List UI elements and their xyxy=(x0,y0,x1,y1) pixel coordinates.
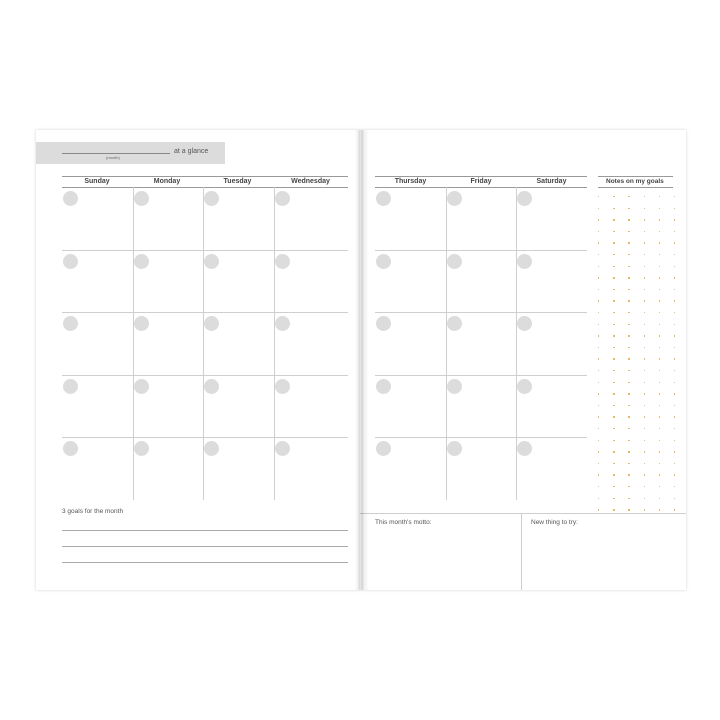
grid-dot xyxy=(613,474,614,475)
day-cell[interactable] xyxy=(274,312,348,375)
grid-dot xyxy=(613,486,614,487)
grid-dot xyxy=(598,428,599,429)
day-header-tuesday: Tuesday xyxy=(223,178,252,185)
grid-dot xyxy=(674,300,675,301)
day-cell[interactable] xyxy=(133,187,203,250)
grid-dot xyxy=(598,335,599,336)
grid-dot xyxy=(613,219,614,220)
day-cell[interactable] xyxy=(62,187,133,250)
grid-dot xyxy=(628,231,629,232)
notes-title: Notes on my goals xyxy=(606,178,664,185)
date-circle xyxy=(517,254,532,269)
grid-dot xyxy=(659,451,660,452)
grid-dot xyxy=(674,266,675,267)
grid-dot xyxy=(613,463,614,464)
bottom-boxes-top-rule xyxy=(360,513,686,514)
month-header-bar xyxy=(36,142,225,164)
grid-dot xyxy=(644,196,645,197)
day-cell[interactable] xyxy=(133,375,203,438)
grid-dot xyxy=(628,266,629,267)
date-circle xyxy=(447,379,462,394)
grid-dot xyxy=(674,474,675,475)
date-circle xyxy=(275,441,290,456)
right-page xyxy=(360,130,686,590)
grid-dot xyxy=(598,370,599,371)
grid-dot xyxy=(659,463,660,464)
date-circle xyxy=(447,441,462,456)
date-circle xyxy=(134,316,149,331)
header-top-rule xyxy=(62,176,348,177)
date-circle xyxy=(275,254,290,269)
grid-dot xyxy=(613,196,614,197)
grid-dot xyxy=(659,486,660,487)
date-circle xyxy=(63,191,78,206)
grid-dot xyxy=(644,254,645,255)
date-circle xyxy=(134,191,149,206)
grid-dot xyxy=(628,219,629,220)
grid-dot xyxy=(659,277,660,278)
grid-dot xyxy=(644,474,645,475)
grid-dot xyxy=(674,231,675,232)
grid-dot xyxy=(659,498,660,499)
grid-dot xyxy=(674,335,675,336)
grid-dot xyxy=(628,498,629,499)
grid-dot xyxy=(644,416,645,417)
grid-dot xyxy=(628,370,629,371)
grid-dot xyxy=(644,428,645,429)
day-cell[interactable] xyxy=(375,187,446,250)
grid-dot xyxy=(659,300,660,301)
date-circle xyxy=(204,254,219,269)
grid-dot xyxy=(598,196,599,197)
date-circle xyxy=(376,379,391,394)
day-cell[interactable] xyxy=(516,250,587,313)
grid-dot xyxy=(644,370,645,371)
grid-dot xyxy=(628,451,629,452)
month-label: (month) xyxy=(106,155,120,160)
day-cell[interactable] xyxy=(274,437,348,500)
grid-dot xyxy=(644,289,645,290)
grid-dot xyxy=(598,300,599,301)
day-cell[interactable] xyxy=(203,375,274,438)
grid-dot xyxy=(674,312,675,313)
grid-dot xyxy=(644,324,645,325)
date-circle xyxy=(63,254,78,269)
date-circle xyxy=(275,316,290,331)
grid-dot xyxy=(598,358,599,359)
date-circle xyxy=(517,316,532,331)
date-circle xyxy=(275,379,290,394)
grid-dot xyxy=(674,405,675,406)
goal-line-1[interactable] xyxy=(62,530,348,531)
day-cell[interactable] xyxy=(375,312,446,375)
grid-dot xyxy=(628,509,629,510)
grid-dot xyxy=(674,416,675,417)
goal-line-2[interactable] xyxy=(62,546,348,547)
grid-dot xyxy=(613,440,614,441)
grid-dot xyxy=(659,231,660,232)
grid-dot xyxy=(628,486,629,487)
grid-dot xyxy=(613,382,614,383)
grid-dot xyxy=(613,370,614,371)
date-circle xyxy=(447,191,462,206)
grid-dot xyxy=(598,289,599,290)
grid-dot xyxy=(598,254,599,255)
bottom-boxes-divider xyxy=(521,513,522,590)
day-header-sunday: Sunday xyxy=(84,178,110,185)
right-header-top-rule xyxy=(375,176,587,177)
at-a-glance-text: at a glance xyxy=(174,148,209,155)
grid-dot xyxy=(598,486,599,487)
grid-dot xyxy=(644,300,645,301)
day-cell[interactable] xyxy=(133,250,203,313)
motto-label: This month's motto: xyxy=(375,519,432,526)
grid-dot xyxy=(644,266,645,267)
grid-dot xyxy=(613,451,614,452)
grid-dot xyxy=(659,509,660,510)
grid-dot xyxy=(598,498,599,499)
grid-dot xyxy=(659,254,660,255)
grid-dot xyxy=(613,277,614,278)
grid-dot xyxy=(659,196,660,197)
grid-dot xyxy=(644,498,645,499)
day-cell[interactable] xyxy=(446,187,516,250)
grid-dot xyxy=(644,440,645,441)
grid-dot xyxy=(598,312,599,313)
date-circle xyxy=(134,254,149,269)
grid-dot xyxy=(613,242,614,243)
date-circle xyxy=(517,379,532,394)
grid-dot xyxy=(598,231,599,232)
grid-dot xyxy=(628,416,629,417)
grid-dot xyxy=(598,347,599,348)
day-cell[interactable] xyxy=(375,375,446,438)
day-cell[interactable] xyxy=(446,375,516,438)
grid-dot xyxy=(644,347,645,348)
day-cell[interactable] xyxy=(516,312,587,375)
grid-dot xyxy=(628,289,629,290)
grid-dot xyxy=(598,405,599,406)
grid-dot xyxy=(613,312,614,313)
grid-dot xyxy=(659,312,660,313)
day-cell[interactable] xyxy=(62,375,133,438)
grid-dot xyxy=(613,254,614,255)
grid-dot xyxy=(674,486,675,487)
grid-dot xyxy=(674,242,675,243)
day-cell[interactable] xyxy=(274,187,348,250)
grid-dot xyxy=(613,428,614,429)
date-circle xyxy=(376,254,391,269)
grid-dot xyxy=(659,358,660,359)
day-cell[interactable] xyxy=(516,375,587,438)
goals-label: 3 goals for the month xyxy=(62,508,124,515)
grid-dot xyxy=(598,382,599,383)
grid-dot xyxy=(674,370,675,371)
date-circle xyxy=(204,379,219,394)
date-circle xyxy=(376,191,391,206)
grid-dot xyxy=(613,231,614,232)
grid-dot xyxy=(628,347,629,348)
grid-dot xyxy=(674,509,675,510)
grid-dot xyxy=(598,266,599,267)
grid-dot xyxy=(674,196,675,197)
day-cell[interactable] xyxy=(133,312,203,375)
grid-dot xyxy=(674,498,675,499)
grid-dot xyxy=(674,382,675,383)
grid-dot xyxy=(674,463,675,464)
day-cell[interactable] xyxy=(62,312,133,375)
grid-dot xyxy=(644,382,645,383)
grid-dot xyxy=(644,312,645,313)
grid-dot xyxy=(659,335,660,336)
grid-dot xyxy=(659,219,660,220)
grid-dot xyxy=(644,451,645,452)
grid-dot xyxy=(598,463,599,464)
notes-top-rule xyxy=(598,176,673,177)
grid-dot xyxy=(674,254,675,255)
day-cell[interactable] xyxy=(133,437,203,500)
day-cell[interactable] xyxy=(375,250,446,313)
grid-dot xyxy=(628,196,629,197)
grid-dot xyxy=(659,382,660,383)
grid-dot xyxy=(598,242,599,243)
grid-dot xyxy=(613,358,614,359)
new-thing-label: New thing to try: xyxy=(531,519,578,526)
day-cell[interactable] xyxy=(62,250,133,313)
notes-bottom-rule xyxy=(598,187,673,188)
grid-dot xyxy=(674,219,675,220)
grid-dot xyxy=(644,486,645,487)
date-circle xyxy=(134,379,149,394)
grid-dot xyxy=(598,451,599,452)
grid-dot xyxy=(644,219,645,220)
grid-dot xyxy=(628,393,629,394)
day-header-saturday: Saturday xyxy=(536,178,567,185)
day-cell[interactable] xyxy=(203,187,274,250)
date-circle xyxy=(63,379,78,394)
day-cell[interactable] xyxy=(516,437,587,500)
grid-dot xyxy=(674,347,675,348)
grid-dot xyxy=(659,370,660,371)
grid-dot xyxy=(644,463,645,464)
grid-dot xyxy=(628,324,629,325)
grid-dot xyxy=(674,393,675,394)
grid-dot xyxy=(613,347,614,348)
month-write-line[interactable] xyxy=(62,153,170,154)
left-page xyxy=(36,130,360,590)
date-circle xyxy=(63,316,78,331)
grid-dot xyxy=(674,428,675,429)
day-cell[interactable] xyxy=(516,187,587,250)
grid-dot xyxy=(659,440,660,441)
grid-dot xyxy=(613,416,614,417)
date-circle xyxy=(517,191,532,206)
grid-dot xyxy=(613,509,614,510)
grid-dot xyxy=(674,289,675,290)
day-cell[interactable] xyxy=(446,312,516,375)
grid-dot xyxy=(598,416,599,417)
grid-dot xyxy=(644,208,645,209)
grid-dot xyxy=(613,289,614,290)
date-circle xyxy=(447,316,462,331)
grid-dot xyxy=(659,242,660,243)
grid-dot xyxy=(659,405,660,406)
grid-dot xyxy=(598,474,599,475)
grid-dot xyxy=(613,208,614,209)
grid-dot xyxy=(628,312,629,313)
grid-dot xyxy=(598,219,599,220)
grid-dot xyxy=(628,208,629,209)
grid-dot xyxy=(644,393,645,394)
grid-dot xyxy=(674,324,675,325)
grid-dot xyxy=(659,289,660,290)
date-circle xyxy=(376,441,391,456)
grid-dot xyxy=(628,463,629,464)
grid-dot xyxy=(613,266,614,267)
grid-dot xyxy=(644,405,645,406)
grid-dot xyxy=(659,428,660,429)
grid-dot xyxy=(659,324,660,325)
grid-dot xyxy=(628,382,629,383)
grid-dot xyxy=(644,335,645,336)
date-circle xyxy=(63,441,78,456)
grid-dot xyxy=(613,300,614,301)
grid-dot xyxy=(628,474,629,475)
grid-dot xyxy=(659,208,660,209)
grid-dot xyxy=(674,451,675,452)
grid-dot xyxy=(613,405,614,406)
grid-dot xyxy=(674,208,675,209)
grid-dot xyxy=(644,358,645,359)
date-circle xyxy=(134,441,149,456)
grid-dot xyxy=(598,509,599,510)
day-cell[interactable] xyxy=(446,437,516,500)
grid-dot xyxy=(598,324,599,325)
grid-dot xyxy=(598,440,599,441)
date-circle xyxy=(376,316,391,331)
grid-dot xyxy=(628,440,629,441)
grid-dot xyxy=(644,509,645,510)
day-cell[interactable] xyxy=(446,250,516,313)
grid-dot xyxy=(659,266,660,267)
day-cell[interactable] xyxy=(203,250,274,313)
grid-dot xyxy=(613,324,614,325)
date-circle xyxy=(447,254,462,269)
grid-dot xyxy=(628,358,629,359)
date-circle xyxy=(275,191,290,206)
grid-dot xyxy=(659,474,660,475)
date-circle xyxy=(517,441,532,456)
grid-dot xyxy=(674,277,675,278)
grid-dot xyxy=(598,277,599,278)
grid-dot xyxy=(628,335,629,336)
grid-dot xyxy=(659,393,660,394)
grid-dot xyxy=(644,231,645,232)
grid-dot xyxy=(644,242,645,243)
grid-dot xyxy=(628,428,629,429)
date-circle xyxy=(204,441,219,456)
grid-dot xyxy=(628,242,629,243)
grid-dot xyxy=(628,254,629,255)
day-header-thursday: Thursday xyxy=(394,178,427,185)
grid-dot xyxy=(613,498,614,499)
grid-dot xyxy=(613,393,614,394)
grid-dot xyxy=(628,405,629,406)
grid-dot xyxy=(598,393,599,394)
grid-dot xyxy=(628,300,629,301)
day-header-wednesday: Wednesday xyxy=(291,178,330,185)
day-cell[interactable] xyxy=(274,375,348,438)
goal-line-3[interactable] xyxy=(62,562,348,563)
grid-dot xyxy=(659,416,660,417)
day-header-friday: Friday xyxy=(470,178,492,185)
grid-dot xyxy=(674,358,675,359)
grid-dot xyxy=(613,335,614,336)
grid-dot xyxy=(659,347,660,348)
day-header-monday: Monday xyxy=(153,178,181,185)
day-cell[interactable] xyxy=(203,437,274,500)
book-spine-shadow xyxy=(355,130,369,590)
day-cell[interactable] xyxy=(62,437,133,500)
grid-dot xyxy=(644,277,645,278)
date-circle xyxy=(204,316,219,331)
day-cell[interactable] xyxy=(375,437,446,500)
day-cell[interactable] xyxy=(203,312,274,375)
grid-dot xyxy=(628,277,629,278)
day-cell[interactable] xyxy=(274,250,348,313)
grid-dot xyxy=(674,440,675,441)
date-circle xyxy=(204,191,219,206)
grid-dot xyxy=(598,208,599,209)
